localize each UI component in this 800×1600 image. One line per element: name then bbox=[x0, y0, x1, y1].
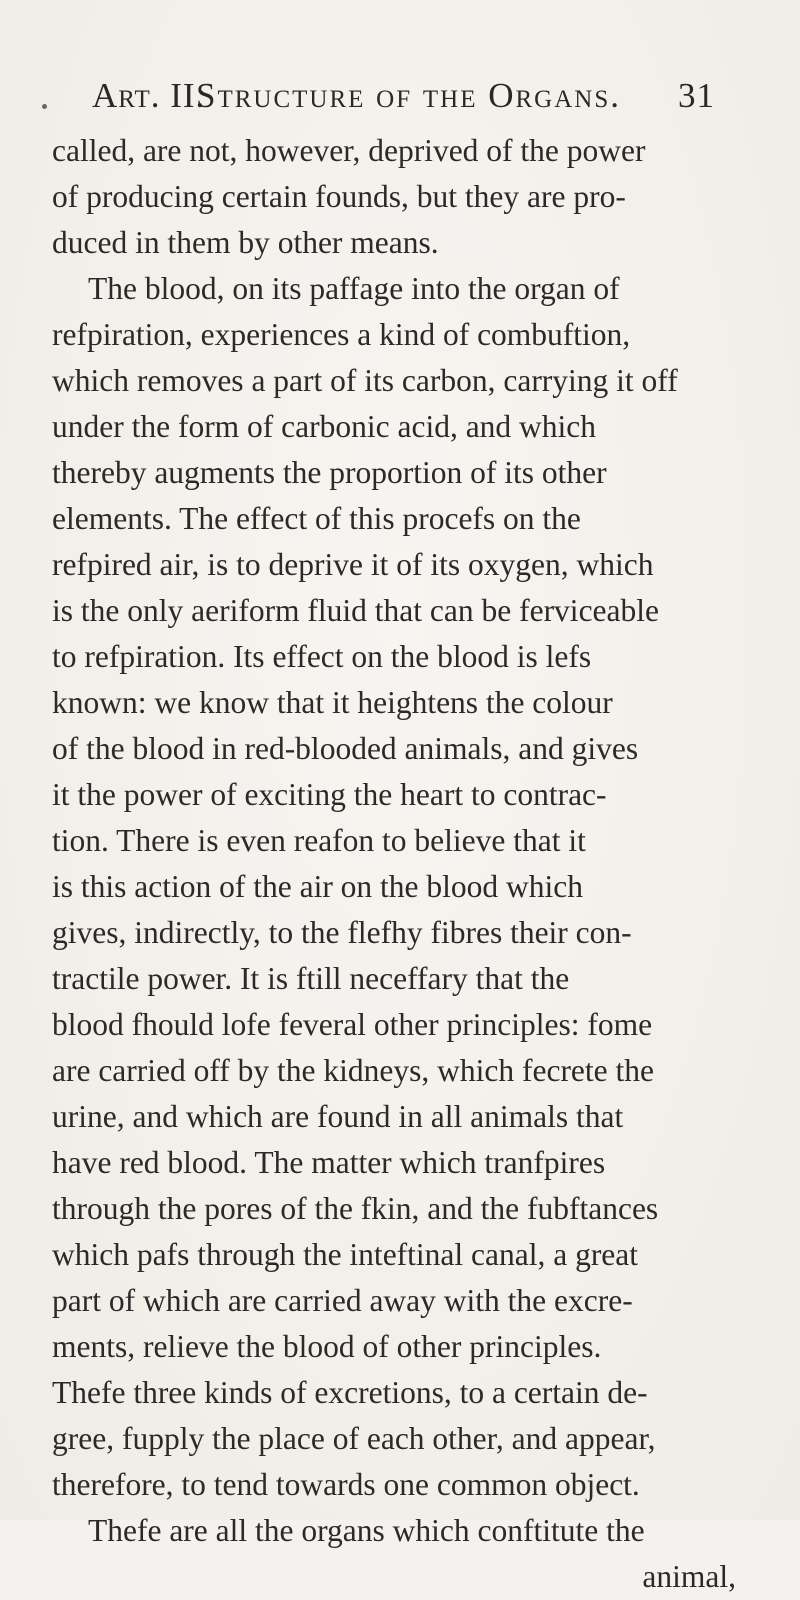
text-line: to refpiration. Its effect on the blood is lefs bbox=[52, 639, 592, 674]
text-line: are carried off by the kidneys, which fecrete the bbox=[52, 1053, 655, 1088]
text-line: duced in them by other means. bbox=[52, 225, 439, 260]
body-text bbox=[52, 128, 764, 1600]
catchword-line: animal, bbox=[642, 1559, 736, 1594]
text-line: of producing certain founds, but they are pro- bbox=[52, 179, 626, 214]
text-line: is the only aeriform fluid that can be ferviceable bbox=[52, 593, 659, 628]
text-line: elements. The effect of this procefs on the bbox=[52, 501, 581, 536]
text-line: gree, fupply the place of each other, and appear, bbox=[52, 1421, 656, 1456]
text-line: urine, and which are found in all animals that bbox=[52, 1099, 624, 1134]
text-line: refpiration, experiences a kind of combuftion, bbox=[52, 317, 631, 352]
text-line: it the power of exciting the heart to contrac- bbox=[52, 777, 607, 812]
chapter-title: Structure of the Organs. bbox=[196, 76, 621, 115]
paragraph-start-line: Thefe are all the organs which conftitute the bbox=[88, 1513, 645, 1548]
text-line: tractile power. It is ftill neceffary that the bbox=[52, 961, 570, 996]
text-line: through the pores of the fkin, and the fubftances bbox=[52, 1191, 659, 1226]
text-line: tion. There is even reafon to believe that it bbox=[52, 823, 586, 858]
text-line: have red blood. The matter which tranfpires bbox=[52, 1145, 606, 1180]
text-line: blood fhould lofe feveral other principles: fome bbox=[52, 1007, 653, 1042]
running-head bbox=[92, 76, 732, 136]
text-line: known: we know that it heightens the colour bbox=[52, 685, 613, 720]
text-line: Thefe three kinds of excretions, to a certain de- bbox=[52, 1375, 648, 1410]
text-line: which removes a part of its carbon, carrying it off bbox=[52, 363, 678, 398]
article-number: Art. II. bbox=[92, 76, 206, 115]
text-line: part of which are carried away with the excre- bbox=[52, 1283, 633, 1318]
text-line: therefore, to tend towards one common object. bbox=[52, 1467, 640, 1502]
text-line: thereby augments the proportion of its other bbox=[52, 455, 607, 490]
bullet-mark bbox=[42, 104, 47, 109]
text-line: which pafs through the inteftinal canal, a great bbox=[52, 1237, 639, 1272]
text-line: is this action of the air on the blood which bbox=[52, 869, 584, 904]
paragraph-start-line: The blood, on its paffage into the organ of bbox=[88, 271, 620, 306]
page-number: 31 bbox=[678, 76, 715, 115]
text-line: under the form of carbonic acid, and which bbox=[52, 409, 597, 444]
text-line: refpired air, is to deprive it of its oxygen, which bbox=[52, 547, 654, 582]
text-line: ments, relieve the blood of other principles. bbox=[52, 1329, 602, 1364]
text-line: called, are not, however, deprived of the power bbox=[52, 133, 646, 168]
text-line: gives, indirectly, to the flefhy fibres their con- bbox=[52, 915, 632, 950]
text-line: of the blood in red-blooded animals, and gives bbox=[52, 731, 639, 766]
